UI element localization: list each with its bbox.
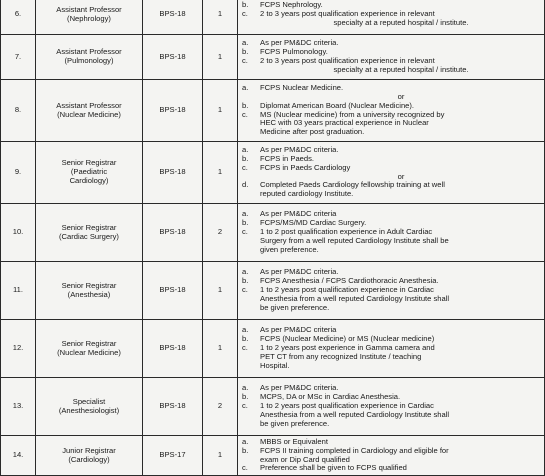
pay-scale: BPS-18 bbox=[143, 378, 203, 436]
criteria-marker: c. bbox=[242, 401, 248, 411]
pay-scale: BPS-18 bbox=[143, 320, 203, 378]
criteria-text: MS (Nuclear medicine) from a university recognized by bbox=[260, 109, 445, 119]
post-title-line: Senior Registrar bbox=[61, 158, 117, 168]
post-title-line: Assistant Professor bbox=[56, 4, 122, 14]
criteria-marker: c. bbox=[242, 285, 248, 295]
criteria-line bbox=[242, 304, 542, 313]
criteria-text: FCPS II training completed in Cardiology and eligible for bbox=[260, 445, 449, 455]
criteria-marker: c. bbox=[242, 56, 248, 65]
criteria-marker bbox=[242, 304, 260, 313]
criteria-marker: c. bbox=[242, 109, 248, 119]
criteria-marker bbox=[242, 119, 260, 128]
post-title bbox=[36, 262, 143, 320]
criteria-marker: d. bbox=[242, 180, 249, 190]
criteria-text: FCPS Pulmonology. bbox=[260, 47, 328, 57]
criteria-line bbox=[242, 190, 542, 199]
post-title-line: (Anesthesia) bbox=[67, 289, 111, 299]
criteria-line bbox=[242, 19, 542, 28]
criteria-text: As per PM&DC criteria. bbox=[260, 144, 339, 154]
post-title-line: (Cardiac Surgery) bbox=[59, 231, 119, 241]
criteria-marker bbox=[242, 66, 260, 75]
criteria-marker bbox=[242, 237, 260, 246]
criteria-text: FCPS (Nuclear Medicine) or MS (Nuclear medicine) bbox=[260, 334, 435, 344]
qualification-criteria bbox=[238, 262, 545, 320]
criteria-text: As per PM&DC criteria. bbox=[260, 38, 339, 48]
criteria-marker: a. bbox=[242, 82, 249, 92]
post-count: 1 bbox=[203, 436, 238, 476]
criteria-marker: c. bbox=[242, 463, 248, 473]
post-title-line: Senior Registrar bbox=[61, 280, 117, 290]
serial-number: 7. bbox=[1, 35, 36, 80]
post-title-line: (Nuclear Medicine) bbox=[57, 347, 121, 357]
criteria-text: PET CT from any recognized Institute / teaching bbox=[260, 351, 422, 361]
qualification-criteria bbox=[238, 204, 545, 262]
table-row bbox=[1, 142, 545, 204]
criteria-text: specialty at a reputed hospital / institute. bbox=[333, 64, 469, 74]
serial-number: 12. bbox=[1, 320, 36, 378]
serial-number: 11. bbox=[1, 262, 36, 320]
criteria-marker: a. bbox=[242, 144, 249, 154]
serial-number: 6. bbox=[1, 0, 36, 35]
criteria-text: or bbox=[397, 171, 405, 181]
criteria-text: given preference. bbox=[260, 244, 319, 254]
criteria-marker: a. bbox=[242, 436, 249, 446]
pay-scale: BPS-18 bbox=[143, 204, 203, 262]
criteria-text: FCPS/MS/MD Cardiac Surgery. bbox=[260, 218, 367, 228]
criteria-marker: a. bbox=[242, 325, 249, 335]
criteria-marker bbox=[242, 411, 260, 420]
criteria-text: MCPS, DA or MSc in Cardiac Anesthesia. bbox=[260, 392, 401, 402]
post-count: 1 bbox=[203, 80, 238, 142]
criteria-line bbox=[242, 246, 542, 255]
post-count: 1 bbox=[203, 0, 238, 35]
table-row bbox=[1, 378, 545, 436]
criteria-marker bbox=[242, 128, 260, 137]
post-title bbox=[36, 378, 143, 436]
serial-number: 13. bbox=[1, 378, 36, 436]
post-count: 2 bbox=[203, 204, 238, 262]
post-title-line: Senior Registrar bbox=[61, 338, 117, 348]
criteria-text: FCPS Nephrology. bbox=[260, 0, 323, 10]
criteria-text: 2 to 3 years post qualification experience in relevant bbox=[260, 56, 435, 65]
qualification-criteria bbox=[238, 378, 545, 436]
pay-scale: BPS-18 bbox=[143, 0, 203, 35]
criteria-text: 1 to 2 post qualification experience in Adult Cardiac bbox=[260, 227, 433, 237]
criteria-marker: a. bbox=[242, 38, 249, 48]
criteria-text: be given preference. bbox=[260, 418, 330, 428]
criteria-marker bbox=[242, 353, 260, 362]
post-title-line: (Paediatric bbox=[70, 167, 108, 177]
post-title-line: Cardiology) bbox=[69, 175, 109, 185]
criteria-text: specialty at a reputed hospital / institute. bbox=[333, 17, 469, 27]
criteria-marker: a. bbox=[242, 383, 249, 393]
criteria-marker bbox=[242, 295, 260, 304]
table-row bbox=[1, 0, 545, 35]
table-row bbox=[1, 262, 545, 320]
criteria-text: As per PM&DC criteria bbox=[260, 325, 337, 335]
criteria-line bbox=[242, 128, 542, 137]
criteria-marker: b. bbox=[242, 276, 249, 286]
table-row bbox=[1, 80, 545, 142]
post-title-line: Senior Registrar bbox=[61, 222, 117, 232]
criteria-line bbox=[242, 362, 542, 371]
criteria-marker bbox=[242, 420, 260, 429]
criteria-line bbox=[242, 164, 542, 173]
criteria-text: Preference shall be given to FCPS qualified bbox=[260, 463, 407, 473]
table-row bbox=[1, 35, 545, 80]
pay-scale: BPS-17 bbox=[143, 436, 203, 476]
post-count: 1 bbox=[203, 35, 238, 80]
post-title-line: (Nephrology) bbox=[67, 13, 111, 23]
criteria-marker: a. bbox=[242, 209, 249, 219]
post-count: 2 bbox=[203, 378, 238, 436]
pay-scale: BPS-18 bbox=[143, 142, 203, 204]
criteria-text: MBBS or Equivalent bbox=[260, 436, 328, 446]
post-title bbox=[36, 35, 143, 80]
criteria-text: As per PM&DC criteria. bbox=[260, 267, 339, 277]
criteria-text: be given preference. bbox=[260, 302, 330, 312]
post-title bbox=[36, 0, 143, 35]
serial-number: 8. bbox=[1, 80, 36, 142]
criteria-marker: b. bbox=[242, 47, 249, 57]
criteria-marker: b. bbox=[242, 218, 249, 228]
serial-number: 9. bbox=[1, 142, 36, 204]
criteria-text: HEC with 03 years practical experience in Nuclear bbox=[260, 118, 429, 128]
criteria-text: 1 to 2 years post experience in Gamma camera and bbox=[260, 343, 435, 353]
post-title-line: (Cardiology) bbox=[68, 454, 110, 464]
criteria-text: exam or Dip Card qualified bbox=[260, 454, 350, 464]
criteria-text: As per PM&DC criteria bbox=[260, 209, 337, 219]
criteria-marker: c. bbox=[242, 162, 248, 172]
criteria-text: Completed Paeds Cardiology fellowship training at well bbox=[260, 180, 445, 190]
post-title-line: (Nuclear Medicine) bbox=[57, 109, 121, 119]
pay-scale: BPS-18 bbox=[143, 262, 203, 320]
criteria-line bbox=[242, 66, 542, 75]
post-title bbox=[36, 80, 143, 142]
criteria-text: FCPS Nuclear Medicine. bbox=[260, 82, 344, 92]
post-title-line: (Pulmonology) bbox=[64, 56, 114, 65]
table-body bbox=[1, 0, 545, 476]
criteria-text: 2 to 3 years post qualification experience in relevant bbox=[260, 9, 435, 19]
qualification-criteria bbox=[238, 142, 545, 204]
criteria-line bbox=[242, 420, 542, 429]
qualification-criteria bbox=[238, 320, 545, 378]
post-title-line: (Anesthesiologist) bbox=[58, 405, 120, 415]
criteria-text: Diplomat American Board (Nuclear Medicine). bbox=[260, 100, 415, 110]
criteria-text: or bbox=[397, 91, 405, 101]
qualification-criteria bbox=[238, 35, 545, 80]
criteria-text: Anesthesia from a well reputed Cardiology Institute shall bbox=[260, 293, 450, 303]
criteria-marker: b. bbox=[242, 0, 249, 10]
post-title bbox=[36, 320, 143, 378]
criteria-marker: b. bbox=[242, 334, 249, 344]
qualification-criteria bbox=[238, 80, 545, 142]
criteria-marker bbox=[242, 246, 260, 255]
criteria-marker: a. bbox=[242, 267, 249, 277]
criteria-text: Medicine after post graduation. bbox=[260, 127, 365, 137]
post-count: 1 bbox=[203, 320, 238, 378]
criteria-marker: c. bbox=[242, 343, 248, 353]
pay-scale: BPS-18 bbox=[143, 35, 203, 80]
criteria-text: Anesthesia from a well reputed Cardiology Institute shall bbox=[260, 409, 450, 419]
criteria-marker: b. bbox=[242, 445, 249, 455]
criteria-marker bbox=[242, 362, 260, 371]
post-count: 1 bbox=[203, 142, 238, 204]
criteria-text: reputed cardiology Institute. bbox=[260, 189, 354, 199]
post-count: 1 bbox=[203, 262, 238, 320]
criteria-text: As per PM&DC criteria. bbox=[260, 383, 339, 393]
qualification-criteria bbox=[238, 0, 545, 35]
table-row bbox=[1, 204, 545, 262]
criteria-marker bbox=[242, 19, 260, 28]
criteria-text: 1 to 2 years post qualification experience in Cardiac bbox=[260, 401, 434, 411]
criteria-marker: c. bbox=[242, 9, 248, 19]
criteria-line bbox=[242, 464, 542, 473]
post-title-line: Specialist bbox=[72, 396, 106, 406]
criteria-text: Hospital. bbox=[260, 360, 290, 370]
criteria-marker: b. bbox=[242, 100, 249, 110]
criteria-text: FCPS in Paeds. bbox=[260, 153, 315, 163]
serial-number: 14. bbox=[1, 436, 36, 476]
criteria-text: Surgery from a well reputed Cardiology Institute shall be bbox=[260, 235, 449, 245]
criteria-marker: c. bbox=[242, 227, 248, 237]
post-title-line: Junior Registrar bbox=[62, 445, 116, 455]
post-title-line: Assistant Professor bbox=[56, 100, 122, 110]
criteria-text: 1 to 2 years post qualification experience in Cardiac bbox=[260, 285, 434, 295]
pay-scale: BPS-18 bbox=[143, 80, 203, 142]
criteria-marker: b. bbox=[242, 392, 249, 402]
criteria-text: FCPS Anesthesia / FCPS Cardiothoracic Anesthesia. bbox=[260, 276, 439, 286]
post-title-line: Assistant Professor bbox=[56, 47, 122, 57]
post-title bbox=[36, 142, 143, 204]
criteria-text: FCPS in Paeds Cardiology bbox=[260, 162, 351, 172]
criteria-marker: b. bbox=[242, 153, 249, 163]
criteria-marker bbox=[242, 190, 260, 199]
post-title bbox=[36, 204, 143, 262]
serial-number: 10. bbox=[1, 204, 36, 262]
criteria-line bbox=[242, 84, 542, 93]
table-row bbox=[1, 320, 545, 378]
